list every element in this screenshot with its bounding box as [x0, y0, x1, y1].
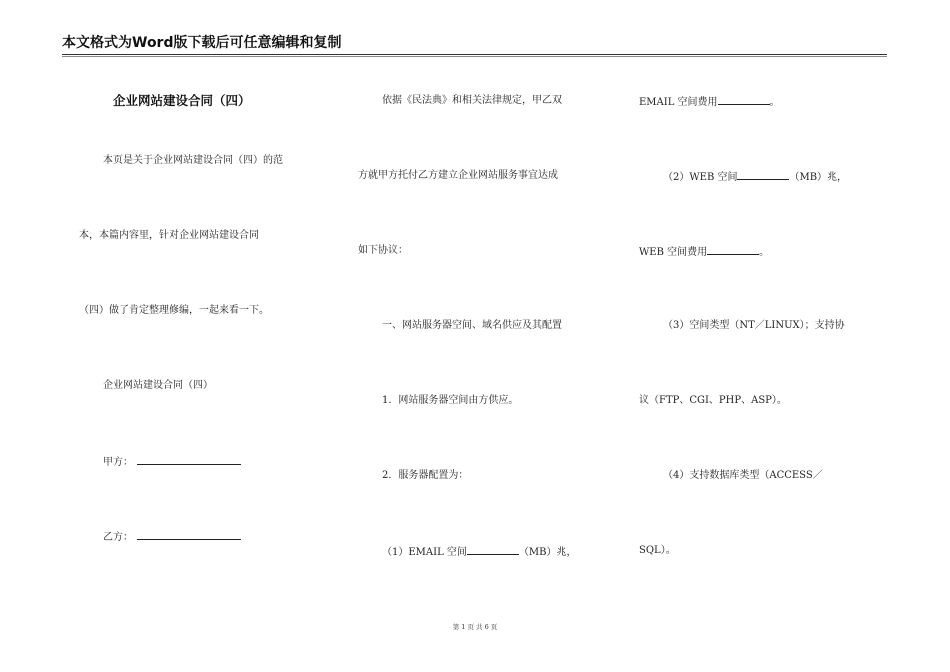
email-fee-blank [718, 94, 770, 105]
col3-database-cont: SQL）。 [639, 545, 676, 556]
page-header [62, 34, 887, 55]
web-space-unit: （MB）兆， [789, 172, 848, 183]
web-fee-end: 。 [759, 247, 770, 258]
col3-protocols: 议（FTP、CGI、PHP、ASP）。 [639, 395, 787, 406]
email-space-blank [467, 544, 519, 555]
party-b-line [103, 529, 241, 545]
contract-subtitle: 企业网站建设合同（四） [103, 380, 213, 391]
party-a-label: 甲方： [103, 457, 133, 468]
col3-web-space-line [663, 169, 847, 185]
party-b-blank [137, 529, 241, 540]
col2-line-2: 方就甲方托付乙方建立企业网站服务事宜达成 [358, 170, 558, 181]
col2-item-1: 1．网站服务器空间由方供应。 [382, 395, 519, 406]
col3-space-type: （3）空间类型（NT／LINUX）；支持协 [663, 320, 845, 331]
section-heading-1: 一、网站服务器空间、域名供应及其配置 [382, 320, 562, 331]
col3-email-fee-line [639, 94, 780, 110]
col2-item-2: 2．服务器配置为： [382, 470, 469, 481]
web-space-label: （2）WEB 空间 [663, 172, 738, 183]
email-fee-label: EMAIL 空间费用 [639, 97, 718, 108]
header-divider [62, 56, 887, 57]
email-space-unit: （MB）兆， [518, 547, 577, 558]
intro-line-2: 本，本篇内容里，针对企业网站建设合同 [79, 230, 259, 241]
email-space-label: （1）EMAIL 空间 [382, 547, 467, 558]
intro-line-1: 本页是关于企业网站建设合同（四）的范 [103, 155, 283, 166]
col2-line-1: 依据《民法典》和相关法律规定，甲乙双 [382, 95, 562, 106]
party-b-label: 乙方： [103, 532, 133, 543]
web-fee-label: WEB 空间费用 [639, 247, 708, 258]
email-fee-end: 。 [769, 97, 780, 108]
col3-web-fee-line [639, 244, 769, 260]
col3-database-type: （4）支持数据库类型（ACCESS／ [663, 470, 823, 481]
header-text: 本文格式为Word版下载后可任意编辑和复制 [62, 35, 342, 51]
party-a-line [103, 454, 241, 470]
party-a-blank [137, 454, 241, 465]
intro-line-3: （四）做了肯定整理修编，一起来看一下。 [79, 305, 269, 316]
document-title: 企业网站建设合同（四） [113, 93, 251, 108]
web-space-blank [737, 169, 789, 180]
col2-email-line [382, 544, 577, 560]
col2-line-3: 如下协议： [358, 245, 408, 256]
page-footer: 第 1 页 共 6 页 [452, 623, 498, 631]
web-fee-blank [707, 244, 759, 255]
